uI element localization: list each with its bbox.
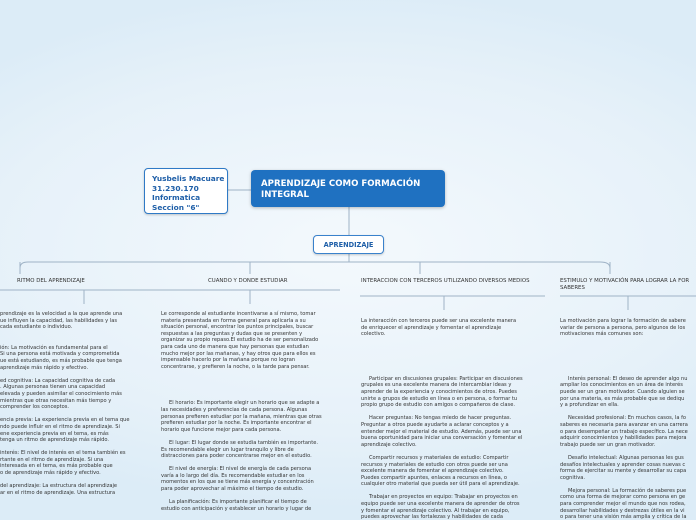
branch-title-ritmo[interactable]: RITMO DEL APRENDIZAJE xyxy=(17,278,85,284)
branch-bus-line xyxy=(20,262,610,268)
note-line: concentrarse, y prefieren la noche, o la tarde para pensar. xyxy=(161,363,310,370)
note-line: aprender de la experiencia y conocimientos de otros. Puedes xyxy=(361,388,517,395)
branch-title-estimulo[interactable]: ESTIMULO Y MOTIVACIÓN PARA LOGRAR LA FOR SABERES xyxy=(560,278,690,292)
branch-notes-cuando-donde xyxy=(161,311,341,519)
note-line: para cada uno de manera que hay personas que estudian xyxy=(161,343,309,350)
note-line: La motivación para lograr la formación de sabere xyxy=(560,318,686,324)
note-line: Hacer preguntas: No tengas miedo de hacer preguntas. xyxy=(369,415,512,422)
note-line: Le corresponde al estudiante incentivarse a sí mismo, tomar xyxy=(161,311,316,317)
note-line: horario que funcione mejor para cada persona. xyxy=(161,426,282,433)
note-line: desarrollar habilidades y destrezas útiles en la vi xyxy=(560,507,685,514)
branch-notes-interaccion xyxy=(361,318,546,527)
note-line: las necesidades y preferencias de cada persona. Algunas xyxy=(161,406,308,413)
note-line: para comprender mejor el mundo que nos rodea, xyxy=(560,501,686,508)
note-line: Interés personal: El deseo de aprender algo nu xyxy=(568,375,688,382)
note-line: rtante en el ritmo de aprendizaje. Si una xyxy=(0,456,104,463)
note-line: para poder aprovechar al máximo el tiempo de estudio. xyxy=(161,486,304,493)
note-line: tenga un ritmo de aprendizaje más rápido. xyxy=(0,437,110,444)
note-line: Trabajar en proyectos en equipo: Trabajar en proyectos en xyxy=(369,494,518,501)
main-topic-node[interactable] xyxy=(251,170,445,207)
note-line: Mejora personal: La formación de saberes pue xyxy=(568,487,687,494)
note-line: ue está estudiando, es más probable que tenga xyxy=(0,357,122,364)
note-line: buena oportunidad para iniciar una conversación y fomentar el xyxy=(361,435,523,442)
note-line: distracciones para poder concentrarse mejor en el estudio. xyxy=(161,453,312,460)
note-line: de enriquecer el aprendizaje y fomentar el aprendizaje xyxy=(361,324,502,331)
note-line: organizar su propio repaso.El estudio ha de ser personalizado xyxy=(161,337,319,344)
note-line: encia previa: La experiencia previa en el tema que xyxy=(0,417,130,424)
note-line: forma de ejercitar su mente y desarrollar su capa xyxy=(560,468,687,475)
note-line: momentos en los que se tiene más energía y concentración xyxy=(161,479,314,486)
note-line: excelente manera de fomentar el aprendizaje colectivo. xyxy=(361,468,504,475)
note-line: elevada y pueden asimilar el conocimiento más xyxy=(0,390,122,397)
note-line: por una materia, es más probable que se dediqu xyxy=(560,395,685,402)
note-line: varía a lo largo del día. Es recomendable estudiar en los xyxy=(161,472,305,479)
author-section: Seccion "6" xyxy=(152,202,200,212)
note-line: recursos y materiales de estudio con otros puede ser una xyxy=(361,461,508,468)
note-line: o de aprendizaje más rápido y efectivo. xyxy=(0,470,101,477)
note-line: del aprendizaje: La estructura del aprendizaje xyxy=(0,483,118,490)
note-line: El horario: Es importante elegir un horario que se adapte a xyxy=(169,400,320,407)
note-line: El nivel de energía: El nivel de energía de cada persona xyxy=(169,466,312,473)
note-line: La planificación: Es importante planificar el tiempo de xyxy=(169,499,307,506)
branch-notes-ritmo xyxy=(0,311,160,503)
note-line: ue influyen la capacidad, las habilidades y las xyxy=(0,317,117,324)
note-line: o para desempeñar un trabajo específico. La nece xyxy=(560,428,688,435)
note-line: ene experiencia previa en el tema, es más xyxy=(0,430,109,437)
note-line: cada estudiante o individuo. xyxy=(0,324,73,331)
note-line: trabajo puede ser un gran motivador. xyxy=(560,441,656,448)
note-line: prefieren estudiar por la noche. Es importante encontrar el xyxy=(161,420,312,427)
note-line: Compartir recursos y materiales de estudio: Compartir xyxy=(369,454,509,461)
note-line: colectivo. xyxy=(361,331,386,338)
author-id: 31.230.170 xyxy=(152,183,199,193)
note-line: como una forma de mejorar como persona en ge xyxy=(560,494,686,501)
note-line: Es recomendable elegir un lugar tranquilo y libre de xyxy=(161,446,294,453)
note-line: El lugar: El lugar donde se estudia también es importante. xyxy=(169,439,318,446)
note-line: personas prefieren estudiar por la mañana, mientras que otras xyxy=(161,413,322,420)
note-line: desafíos intelectuales y aprender cosas nuevas c xyxy=(560,461,686,468)
author-node[interactable] xyxy=(144,168,228,214)
note-line: unirte a grupos de estudio en línea o en persona, o formar tu xyxy=(361,395,518,402)
branch-title-cuando-donde[interactable]: CUANDO Y DONDE ESTUDIAR xyxy=(208,278,288,284)
note-line: Necesidad profesional: En muchos casos, la fo xyxy=(568,415,687,422)
note-line: ampliar los conocimientos en un área de interés xyxy=(560,382,683,389)
note-line: mucho mejor por las mañanas, y hay otros que para ellos es xyxy=(161,350,316,357)
note-line: grupales es una excelente manera de intercambiar ideas y xyxy=(361,382,512,389)
author-name: Yusbelis Macuare xyxy=(152,174,225,183)
note-line: interesada en el tema, es más probable que xyxy=(0,463,113,470)
note-line: cognitiva. xyxy=(560,474,585,481)
note-line: ed cognitiva: La capacidad cognitiva de cada xyxy=(0,377,116,384)
note-line: impensable hacerlo por la mañana porque no logran xyxy=(161,357,296,364)
note-line: puede ser un gran motivador. Cuando alguien se xyxy=(560,388,685,395)
note-line: ar en el ritmo de aprendizaje. Una estructura xyxy=(0,489,116,496)
note-line: prendizaje es la velocidad a la que aprende una xyxy=(0,311,123,317)
topic-node[interactable] xyxy=(313,235,384,254)
note-line: Si una persona está motivada y comprometida xyxy=(0,351,120,358)
note-line: ión: La motivación es fundamental para el xyxy=(0,344,108,351)
note-line: puedes aprovechar las fortalezas y habilidades de cada xyxy=(361,514,503,521)
note-line: Preguntar a otros puede ayudarte a aclarar conceptos y a xyxy=(361,421,509,428)
note-line: y a profundizar en ella. xyxy=(560,402,619,409)
note-line: y fomentar el aprendizaje colectivo. Al trabajar en equipo, xyxy=(361,507,510,514)
note-line: comprender los conceptos. xyxy=(0,404,70,411)
note-line: aprendizaje más rápido y efectivo. xyxy=(0,364,89,371)
note-line: . Algunas personas tienen una capacidad xyxy=(0,384,106,391)
note-line: interés: El nivel de interés en el tema también es xyxy=(0,450,126,457)
branch-title-interaccion[interactable]: INTERACCION CON TERCEROS UTILIZANDO DIVERSOS MEDIOS xyxy=(361,278,530,284)
note-line: motivaciones más comunes son: xyxy=(560,331,644,338)
note-line: o para tener una visión más amplia y crítica de la xyxy=(560,514,687,521)
note-line: Desafío intelectual: Algunas personas les gus xyxy=(568,454,684,461)
note-line: mientras que otras necesitan más tiempo y xyxy=(0,397,112,404)
note-line: equipo puede ser una excelente manera de aprender de otros xyxy=(361,501,520,508)
note-line: respuestas a las preguntas y dudas que se presenten y xyxy=(161,330,303,337)
note-line: variar de persona a persona, pero algunos de los xyxy=(560,324,686,331)
note-line: propio grupo de estudio con amigos o compañeros de clase. xyxy=(361,402,515,409)
note-line: Participar en discusiones grupales: Participar en discusiones xyxy=(369,375,523,382)
main-topic-title: APRENDIZAJE COMO FORMACIÓN INTEGRAL xyxy=(261,179,421,200)
note-line: ndo puede influir en el ritmo de aprendizaje. Si xyxy=(0,423,120,430)
author-career: Informatica xyxy=(152,193,201,203)
note-line: materia presentada en forma general para aplicarla a su xyxy=(161,317,306,324)
note-line: aprendizaje colectivo. xyxy=(361,441,417,448)
note-line: saberes es necesaria para avanzar en una carrera xyxy=(560,421,688,428)
note-line: adquirir conocimientos y habilidades para mejora xyxy=(560,435,687,442)
note-line: La interacción con terceros puede ser una excelente manera xyxy=(361,318,517,324)
note-line: estudio con anticipación y establecer un horario y lugar de xyxy=(161,505,312,512)
note-line: cualquier otro material que pueda ser útil para el aprendizaje. xyxy=(361,481,520,488)
note-line: Puedes compartir apuntes, enlaces a recursos en línea, o xyxy=(361,474,508,481)
branch-notes-estimulo xyxy=(560,318,696,527)
topic-label: APRENDIZAJE xyxy=(323,240,374,249)
note-line: situación personal, encontrar los puntos principales, buscar xyxy=(161,324,314,331)
note-line: entender mejor el material de estudio. Además, puede ser una xyxy=(361,428,522,435)
